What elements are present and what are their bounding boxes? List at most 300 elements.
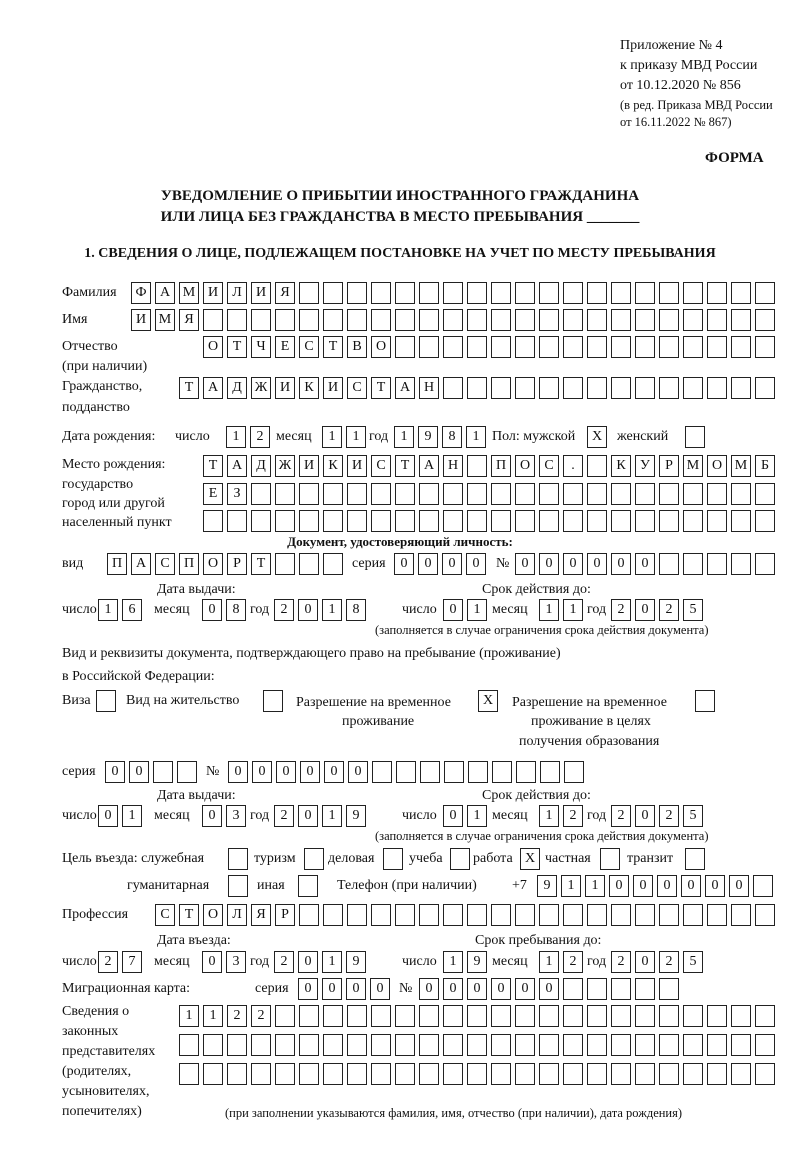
char-box[interactable] xyxy=(443,510,463,532)
char-box[interactable] xyxy=(515,309,535,331)
char-box[interactable] xyxy=(587,483,607,505)
char-box[interactable] xyxy=(419,483,439,505)
char-box[interactable]: 0 xyxy=(705,875,725,897)
char-box[interactable]: 1 xyxy=(563,599,583,621)
char-box[interactable]: К xyxy=(611,455,631,477)
char-box[interactable] xyxy=(420,761,440,783)
char-box[interactable]: 2 xyxy=(563,951,583,973)
char-box[interactable] xyxy=(659,309,679,331)
char-box[interactable] xyxy=(683,309,703,331)
char-box[interactable]: С xyxy=(299,336,319,358)
char-box[interactable]: А xyxy=(419,455,439,477)
char-box[interactable] xyxy=(539,483,559,505)
char-box[interactable] xyxy=(731,1063,751,1085)
char-box[interactable] xyxy=(251,1034,271,1056)
char-box[interactable]: М xyxy=(683,455,703,477)
char-box[interactable] xyxy=(755,377,775,399)
char-box[interactable] xyxy=(539,904,559,926)
char-box[interactable] xyxy=(275,510,295,532)
char-box[interactable]: О xyxy=(203,904,223,926)
char-box[interactable] xyxy=(587,1005,607,1027)
char-box[interactable]: 1 xyxy=(98,599,118,621)
checkbox[interactable] xyxy=(228,875,248,897)
char-box[interactable]: П xyxy=(179,553,199,575)
char-box[interactable] xyxy=(707,483,727,505)
char-box[interactable] xyxy=(467,1063,487,1085)
char-box[interactable] xyxy=(755,282,775,304)
char-box[interactable]: И xyxy=(131,309,151,331)
char-box[interactable]: 0 xyxy=(129,761,149,783)
checkbox[interactable] xyxy=(383,848,403,870)
char-box[interactable]: М xyxy=(155,309,175,331)
char-box[interactable]: 9 xyxy=(537,875,557,897)
char-box[interactable]: 0 xyxy=(657,875,677,897)
char-box[interactable]: С xyxy=(155,904,175,926)
char-box[interactable] xyxy=(611,377,631,399)
char-box[interactable] xyxy=(395,1005,415,1027)
char-box[interactable] xyxy=(395,309,415,331)
char-box[interactable]: Е xyxy=(275,336,295,358)
char-box[interactable] xyxy=(203,309,223,331)
char-box[interactable] xyxy=(251,1063,271,1085)
char-box[interactable]: Л xyxy=(227,282,247,304)
char-box[interactable] xyxy=(635,1005,655,1027)
char-box[interactable]: 3 xyxy=(226,805,246,827)
char-box[interactable] xyxy=(587,978,607,1000)
char-box[interactable]: Р xyxy=(227,553,247,575)
char-box[interactable] xyxy=(371,1005,391,1027)
char-box[interactable] xyxy=(707,510,727,532)
char-box[interactable] xyxy=(443,483,463,505)
char-box[interactable]: А xyxy=(155,282,175,304)
char-box[interactable] xyxy=(299,282,319,304)
char-box[interactable] xyxy=(635,1034,655,1056)
char-box[interactable] xyxy=(299,904,319,926)
char-box[interactable] xyxy=(491,1005,511,1027)
char-box[interactable]: 0 xyxy=(252,761,272,783)
char-box[interactable] xyxy=(491,904,511,926)
char-box[interactable]: 0 xyxy=(443,978,463,1000)
char-box[interactable] xyxy=(515,282,535,304)
char-box[interactable]: 0 xyxy=(276,761,296,783)
char-box[interactable] xyxy=(467,455,487,477)
char-box[interactable]: 5 xyxy=(683,599,703,621)
char-box[interactable] xyxy=(491,483,511,505)
char-box[interactable] xyxy=(587,455,607,477)
char-box[interactable]: 8 xyxy=(346,599,366,621)
char-box[interactable]: 0 xyxy=(443,805,463,827)
char-box[interactable] xyxy=(275,1063,295,1085)
char-box[interactable]: Т xyxy=(323,336,343,358)
char-box[interactable] xyxy=(659,336,679,358)
char-box[interactable] xyxy=(491,1034,511,1056)
char-box[interactable]: Т xyxy=(251,553,271,575)
char-box[interactable] xyxy=(251,483,271,505)
char-box[interactable] xyxy=(347,1034,367,1056)
char-box[interactable] xyxy=(443,1005,463,1027)
char-box[interactable] xyxy=(755,553,775,575)
char-box[interactable] xyxy=(683,1063,703,1085)
char-box[interactable]: 2 xyxy=(611,599,631,621)
char-box[interactable] xyxy=(419,904,439,926)
checkbox[interactable] xyxy=(695,690,715,712)
char-box[interactable]: Р xyxy=(659,455,679,477)
char-box[interactable]: 0 xyxy=(324,761,344,783)
char-box[interactable] xyxy=(587,377,607,399)
char-box[interactable]: 2 xyxy=(227,1005,247,1027)
char-box[interactable] xyxy=(563,377,583,399)
char-box[interactable] xyxy=(347,282,367,304)
checkbox[interactable] xyxy=(228,848,248,870)
char-box[interactable] xyxy=(659,1005,679,1027)
char-box[interactable]: 0 xyxy=(635,951,655,973)
char-box[interactable] xyxy=(371,904,391,926)
char-box[interactable] xyxy=(467,510,487,532)
char-box[interactable] xyxy=(515,510,535,532)
char-box[interactable]: 1 xyxy=(179,1005,199,1027)
char-box[interactable] xyxy=(540,761,560,783)
char-box[interactable] xyxy=(275,1034,295,1056)
char-box[interactable] xyxy=(251,309,271,331)
char-box[interactable] xyxy=(659,904,679,926)
char-box[interactable] xyxy=(323,483,343,505)
char-box[interactable]: Р xyxy=(275,904,295,926)
char-box[interactable]: В xyxy=(347,336,367,358)
char-box[interactable] xyxy=(707,309,727,331)
char-box[interactable]: А xyxy=(131,553,151,575)
char-box[interactable] xyxy=(275,309,295,331)
char-box[interactable]: 0 xyxy=(298,805,318,827)
char-box[interactable] xyxy=(515,377,535,399)
char-box[interactable]: Я xyxy=(179,309,199,331)
char-box[interactable] xyxy=(323,309,343,331)
char-box[interactable] xyxy=(491,1063,511,1085)
char-box[interactable] xyxy=(683,510,703,532)
char-box[interactable] xyxy=(707,336,727,358)
char-box[interactable] xyxy=(467,309,487,331)
char-box[interactable]: 2 xyxy=(274,951,294,973)
char-box[interactable]: 0 xyxy=(635,805,655,827)
char-box[interactable] xyxy=(707,282,727,304)
char-box[interactable] xyxy=(443,1034,463,1056)
char-box[interactable]: 2 xyxy=(98,951,118,973)
char-box[interactable]: Л xyxy=(227,904,247,926)
char-box[interactable]: И xyxy=(203,282,223,304)
char-box[interactable] xyxy=(299,309,319,331)
char-box[interactable] xyxy=(683,483,703,505)
char-box[interactable]: 2 xyxy=(659,805,679,827)
char-box[interactable]: 0 xyxy=(539,978,559,1000)
char-box[interactable]: У xyxy=(635,455,655,477)
char-box[interactable] xyxy=(755,309,775,331)
char-box[interactable] xyxy=(177,761,197,783)
char-box[interactable] xyxy=(707,1063,727,1085)
char-box[interactable] xyxy=(731,336,751,358)
char-box[interactable] xyxy=(683,1034,703,1056)
checkbox[interactable]: X xyxy=(520,848,540,870)
char-box[interactable] xyxy=(563,282,583,304)
char-box[interactable]: О xyxy=(707,455,727,477)
char-box[interactable] xyxy=(467,377,487,399)
char-box[interactable]: 0 xyxy=(635,599,655,621)
char-box[interactable]: 0 xyxy=(98,805,118,827)
char-box[interactable]: 1 xyxy=(585,875,605,897)
char-box[interactable] xyxy=(323,1034,343,1056)
char-box[interactable]: 0 xyxy=(515,978,535,1000)
char-box[interactable]: Б xyxy=(755,455,775,477)
char-box[interactable] xyxy=(443,309,463,331)
char-box[interactable]: 1 xyxy=(539,951,559,973)
char-box[interactable] xyxy=(227,309,247,331)
char-box[interactable] xyxy=(753,875,773,897)
char-box[interactable] xyxy=(563,336,583,358)
char-box[interactable] xyxy=(611,282,631,304)
char-box[interactable] xyxy=(515,1063,535,1085)
char-box[interactable] xyxy=(755,510,775,532)
char-box[interactable]: 1 xyxy=(443,951,463,973)
char-box[interactable]: 1 xyxy=(467,599,487,621)
char-box[interactable] xyxy=(731,1034,751,1056)
char-box[interactable] xyxy=(419,282,439,304)
char-box[interactable] xyxy=(515,336,535,358)
char-box[interactable]: М xyxy=(731,455,751,477)
char-box[interactable] xyxy=(371,510,391,532)
char-box[interactable]: 0 xyxy=(587,553,607,575)
char-box[interactable] xyxy=(491,336,511,358)
char-box[interactable] xyxy=(203,1034,223,1056)
char-box[interactable] xyxy=(371,483,391,505)
char-box[interactable] xyxy=(635,978,655,1000)
char-box[interactable] xyxy=(611,1034,631,1056)
char-box[interactable]: 0 xyxy=(419,978,439,1000)
char-box[interactable]: Т xyxy=(179,377,199,399)
char-box[interactable] xyxy=(516,761,536,783)
char-box[interactable] xyxy=(563,978,583,1000)
char-box[interactable] xyxy=(563,1034,583,1056)
char-box[interactable] xyxy=(611,510,631,532)
char-box[interactable] xyxy=(611,483,631,505)
char-box[interactable]: 0 xyxy=(467,978,487,1000)
char-box[interactable] xyxy=(323,1063,343,1085)
char-box[interactable] xyxy=(299,1005,319,1027)
char-box[interactable]: 1 xyxy=(322,426,342,448)
char-box[interactable] xyxy=(539,282,559,304)
char-box[interactable]: 0 xyxy=(348,761,368,783)
char-box[interactable] xyxy=(635,904,655,926)
char-box[interactable] xyxy=(635,483,655,505)
char-box[interactable]: 0 xyxy=(300,761,320,783)
char-box[interactable]: 0 xyxy=(443,599,463,621)
char-box[interactable] xyxy=(419,1063,439,1085)
char-box[interactable] xyxy=(587,904,607,926)
char-box[interactable] xyxy=(539,1005,559,1027)
char-box[interactable] xyxy=(707,553,727,575)
char-box[interactable]: 0 xyxy=(635,553,655,575)
char-box[interactable]: А xyxy=(203,377,223,399)
char-box[interactable] xyxy=(539,1063,559,1085)
char-box[interactable] xyxy=(611,336,631,358)
char-box[interactable] xyxy=(395,1063,415,1085)
char-box[interactable]: М xyxy=(179,282,199,304)
char-box[interactable] xyxy=(299,1034,319,1056)
char-box[interactable] xyxy=(443,336,463,358)
char-box[interactable] xyxy=(683,282,703,304)
char-box[interactable] xyxy=(587,282,607,304)
char-box[interactable] xyxy=(443,1063,463,1085)
char-box[interactable]: 2 xyxy=(659,951,679,973)
char-box[interactable] xyxy=(299,553,319,575)
char-box[interactable] xyxy=(683,904,703,926)
char-box[interactable]: С xyxy=(371,455,391,477)
char-box[interactable] xyxy=(683,553,703,575)
char-box[interactable] xyxy=(299,1063,319,1085)
char-box[interactable] xyxy=(395,904,415,926)
char-box[interactable] xyxy=(659,510,679,532)
char-box[interactable] xyxy=(563,510,583,532)
char-box[interactable] xyxy=(515,904,535,926)
char-box[interactable] xyxy=(467,282,487,304)
char-box[interactable] xyxy=(755,336,775,358)
checkbox[interactable] xyxy=(298,875,318,897)
char-box[interactable]: 5 xyxy=(683,951,703,973)
char-box[interactable]: 2 xyxy=(250,426,270,448)
char-box[interactable]: 0 xyxy=(466,553,486,575)
char-box[interactable] xyxy=(323,553,343,575)
char-box[interactable] xyxy=(755,483,775,505)
char-box[interactable] xyxy=(419,1005,439,1027)
char-box[interactable]: 2 xyxy=(611,805,631,827)
char-box[interactable]: 0 xyxy=(609,875,629,897)
char-box[interactable]: Н xyxy=(443,455,463,477)
char-box[interactable]: 5 xyxy=(683,805,703,827)
char-box[interactable] xyxy=(515,1005,535,1027)
char-box[interactable]: 1 xyxy=(539,599,559,621)
char-box[interactable]: 2 xyxy=(563,805,583,827)
checkbox[interactable] xyxy=(600,848,620,870)
char-box[interactable]: 9 xyxy=(346,805,366,827)
char-box[interactable] xyxy=(611,978,631,1000)
char-box[interactable]: И xyxy=(323,377,343,399)
char-box[interactable] xyxy=(467,904,487,926)
char-box[interactable]: 1 xyxy=(466,426,486,448)
char-box[interactable]: 0 xyxy=(202,805,222,827)
char-box[interactable]: 1 xyxy=(394,426,414,448)
char-box[interactable]: 1 xyxy=(561,875,581,897)
char-box[interactable] xyxy=(755,1034,775,1056)
char-box[interactable] xyxy=(611,1063,631,1085)
char-box[interactable]: 2 xyxy=(274,599,294,621)
checkbox[interactable] xyxy=(685,426,705,448)
char-box[interactable]: П xyxy=(491,455,511,477)
char-box[interactable] xyxy=(347,1063,367,1085)
char-box[interactable] xyxy=(539,309,559,331)
char-box[interactable] xyxy=(251,510,271,532)
char-box[interactable] xyxy=(443,282,463,304)
char-box[interactable] xyxy=(299,510,319,532)
char-box[interactable]: С xyxy=(347,377,367,399)
char-box[interactable]: Т xyxy=(227,336,247,358)
checkbox[interactable] xyxy=(96,690,116,712)
char-box[interactable] xyxy=(491,282,511,304)
char-box[interactable]: 0 xyxy=(298,599,318,621)
char-box[interactable]: 0 xyxy=(202,951,222,973)
char-box[interactable]: 8 xyxy=(442,426,462,448)
char-box[interactable] xyxy=(635,282,655,304)
char-box[interactable]: 0 xyxy=(322,978,342,1000)
char-box[interactable] xyxy=(659,978,679,1000)
char-box[interactable] xyxy=(563,309,583,331)
char-box[interactable] xyxy=(347,1005,367,1027)
char-box[interactable] xyxy=(323,1005,343,1027)
char-box[interactable] xyxy=(635,377,655,399)
char-box[interactable] xyxy=(635,1063,655,1085)
char-box[interactable] xyxy=(153,761,173,783)
checkbox[interactable] xyxy=(304,848,324,870)
char-box[interactable] xyxy=(323,904,343,926)
char-box[interactable] xyxy=(563,483,583,505)
char-box[interactable]: К xyxy=(299,377,319,399)
char-box[interactable]: 1 xyxy=(203,1005,223,1027)
char-box[interactable] xyxy=(587,1063,607,1085)
char-box[interactable] xyxy=(444,761,464,783)
char-box[interactable]: 2 xyxy=(251,1005,271,1027)
char-box[interactable] xyxy=(371,309,391,331)
checkbox[interactable]: X xyxy=(587,426,607,448)
char-box[interactable] xyxy=(419,309,439,331)
char-box[interactable] xyxy=(227,1034,247,1056)
char-box[interactable] xyxy=(371,1034,391,1056)
char-box[interactable] xyxy=(371,1063,391,1085)
checkbox[interactable] xyxy=(450,848,470,870)
char-box[interactable] xyxy=(515,483,535,505)
char-box[interactable]: Д xyxy=(251,455,271,477)
char-box[interactable] xyxy=(659,1063,679,1085)
char-box[interactable]: Т xyxy=(203,455,223,477)
char-box[interactable] xyxy=(563,904,583,926)
char-box[interactable]: 2 xyxy=(659,599,679,621)
char-box[interactable]: 0 xyxy=(418,553,438,575)
char-box[interactable] xyxy=(395,336,415,358)
char-box[interactable] xyxy=(563,1063,583,1085)
char-box[interactable] xyxy=(492,761,512,783)
char-box[interactable]: 8 xyxy=(226,599,246,621)
char-box[interactable] xyxy=(635,510,655,532)
char-box[interactable]: 1 xyxy=(346,426,366,448)
char-box[interactable] xyxy=(419,336,439,358)
char-box[interactable] xyxy=(227,1063,247,1085)
char-box[interactable] xyxy=(372,761,392,783)
char-box[interactable]: 0 xyxy=(202,599,222,621)
char-box[interactable] xyxy=(347,483,367,505)
char-box[interactable]: Н xyxy=(419,377,439,399)
char-box[interactable]: 9 xyxy=(346,951,366,973)
char-box[interactable]: . xyxy=(563,455,583,477)
char-box[interactable]: С xyxy=(155,553,175,575)
char-box[interactable] xyxy=(419,1034,439,1056)
char-box[interactable] xyxy=(659,553,679,575)
char-box[interactable] xyxy=(731,904,751,926)
char-box[interactable]: О xyxy=(203,553,223,575)
char-box[interactable]: И xyxy=(347,455,367,477)
char-box[interactable] xyxy=(323,282,343,304)
char-box[interactable]: К xyxy=(323,455,343,477)
char-box[interactable]: 0 xyxy=(515,553,535,575)
char-box[interactable] xyxy=(635,309,655,331)
char-box[interactable]: Ж xyxy=(251,377,271,399)
char-box[interactable] xyxy=(395,282,415,304)
char-box[interactable] xyxy=(347,510,367,532)
char-box[interactable]: 2 xyxy=(274,805,294,827)
